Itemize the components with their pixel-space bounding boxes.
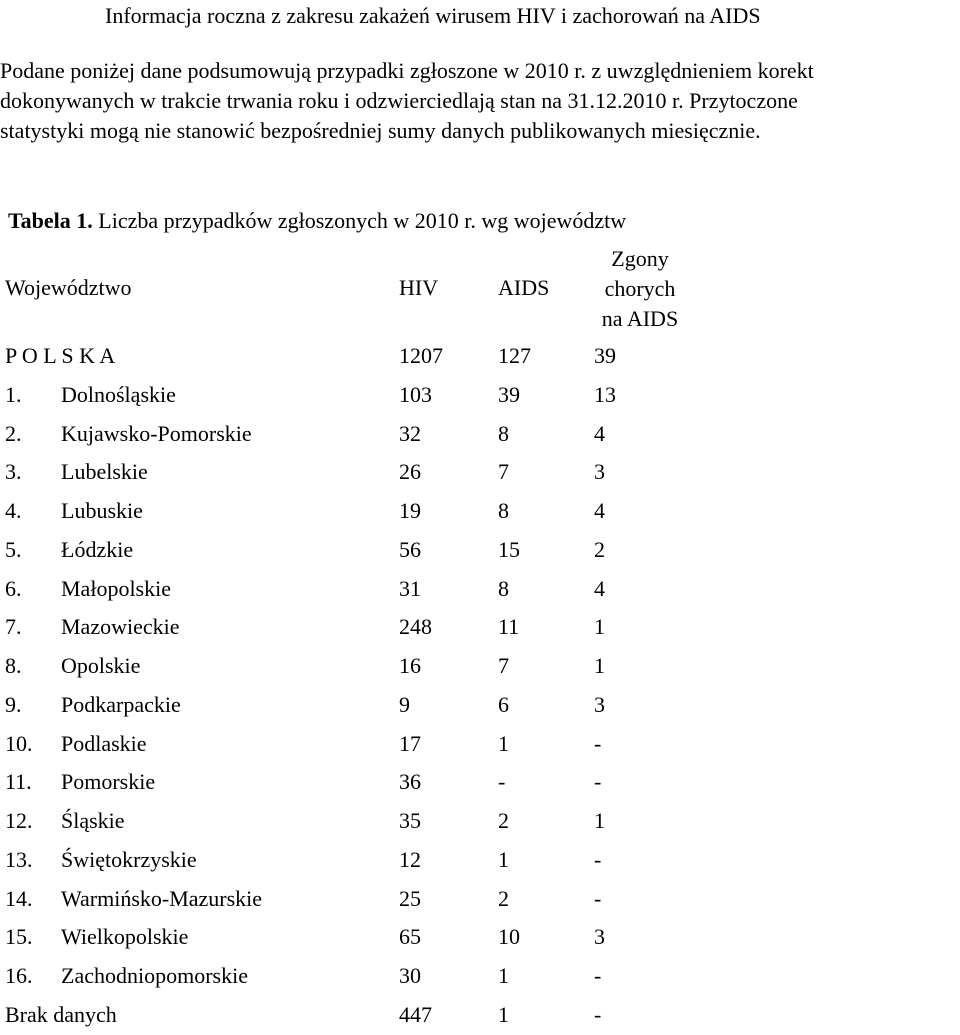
- column-header-hiv: HIV: [399, 275, 439, 300]
- deaths-count: 1: [594, 808, 605, 833]
- hiv-count: 32: [399, 420, 421, 446]
- table-caption-label: Tabela 1.: [8, 208, 93, 233]
- hiv-count: 1207: [399, 343, 443, 368]
- table-row: [0, 763, 960, 802]
- hiv-count: 12: [399, 846, 421, 872]
- deaths-count: -: [594, 846, 602, 872]
- hiv-count: 26: [399, 459, 421, 485]
- region-name: Łódzkie: [61, 536, 134, 562]
- region-name: Pomorskie: [61, 769, 156, 795]
- region-name: Lubuskie: [61, 498, 143, 523]
- deaths-count: -: [594, 730, 602, 756]
- table-row: [0, 376, 960, 415]
- hiv-count: 17: [399, 730, 421, 756]
- hiv-count: 9: [399, 691, 410, 717]
- row-number: 4.: [5, 498, 22, 523]
- region-name: Opolskie: [61, 653, 141, 678]
- region-name: Podkarpackie: [61, 691, 181, 717]
- deaths-count: 3: [594, 924, 605, 950]
- hiv-count: 35: [399, 808, 421, 833]
- column-header-region: Województwo: [5, 275, 132, 300]
- row-number: 13.: [5, 846, 33, 872]
- intro-paragraph: [0, 56, 960, 146]
- region-name: Kujawsko-Pomorskie: [61, 420, 252, 446]
- region-name: Dolnośląskie: [61, 381, 176, 407]
- deaths-count: 3: [594, 459, 605, 485]
- hiv-count: 103: [399, 381, 432, 407]
- table-caption: [8, 204, 626, 238]
- region-name: Zachodniopomorskie: [61, 963, 248, 988]
- hiv-count: 248: [399, 614, 432, 640]
- hiv-count: 65: [399, 924, 421, 950]
- aids-count: 39: [498, 381, 520, 407]
- intro-line: statystyki mogą nie stanowić bezpośredniej sumy danych publikowanych miesięcznie.: [0, 118, 761, 143]
- deaths-count: -: [594, 963, 602, 988]
- table-row: [0, 453, 960, 492]
- deaths-count: -: [594, 885, 602, 911]
- table-row: [0, 608, 960, 647]
- row-number: 15.: [5, 924, 33, 950]
- row-number: 10.: [5, 730, 33, 756]
- column-header-aids: AIDS: [498, 275, 550, 300]
- region-name: Śląskie: [61, 808, 125, 833]
- column-header-deaths: [590, 244, 690, 334]
- deaths-count: 1: [594, 653, 605, 678]
- column-header-deaths-line: chorych: [604, 276, 676, 301]
- aids-count: 2: [498, 885, 509, 911]
- aids-count: 11: [498, 614, 520, 640]
- hiv-count: 31: [399, 575, 421, 601]
- deaths-count: -: [594, 1001, 602, 1027]
- row-number: 9.: [5, 691, 22, 717]
- region-name: Podlaskie: [61, 730, 147, 756]
- deaths-count: -: [594, 769, 602, 795]
- aids-count: 1: [498, 963, 509, 988]
- region-name: Świętokrzyskie: [61, 846, 197, 872]
- table-row: [0, 802, 960, 841]
- column-header-deaths-line: na AIDS: [601, 306, 679, 331]
- aids-count: 8: [498, 498, 509, 523]
- aids-count: 8: [498, 420, 509, 446]
- table-row: [0, 880, 960, 919]
- row-number: 12.: [5, 808, 33, 833]
- row-number: 6.: [5, 575, 22, 601]
- aids-count: 6: [498, 691, 509, 717]
- deaths-count: 2: [594, 536, 605, 562]
- deaths-count: 4: [594, 498, 605, 523]
- hiv-count: 16: [399, 653, 421, 678]
- deaths-count: 39: [594, 343, 616, 368]
- table-row: [0, 841, 960, 880]
- table-row: [0, 492, 960, 531]
- aids-count: 2: [498, 808, 509, 833]
- aids-count: 1: [498, 730, 509, 756]
- deaths-count: 13: [594, 381, 616, 407]
- aids-count: 10: [498, 924, 520, 950]
- hiv-count: 19: [399, 498, 421, 523]
- table-row: [0, 686, 960, 725]
- aids-count: 127: [498, 343, 531, 368]
- column-header-deaths-line: Zgony: [611, 246, 669, 271]
- row-number: 11.: [5, 769, 32, 795]
- hiv-count: 25: [399, 885, 421, 911]
- table-row: [0, 957, 960, 996]
- region-name: Lubelskie: [61, 459, 148, 485]
- row-number: 5.: [5, 536, 22, 562]
- region-name: Mazowieckie: [61, 614, 180, 640]
- aids-count: 7: [498, 459, 509, 485]
- table-row: [0, 570, 960, 609]
- region-name: Brak danych: [5, 1001, 117, 1027]
- table-caption-text: Liczba przypadków zgłoszonych w 2010 r. wg województw: [92, 208, 627, 233]
- hiv-count: 30: [399, 963, 421, 988]
- table-row: [0, 725, 960, 764]
- deaths-count: 3: [594, 691, 605, 717]
- table-row: [0, 415, 960, 454]
- intro-line: Podane poniżej dane podsumowują przypadki zgłoszone w 2010 r. z uwzględnieniem korekt: [0, 58, 814, 83]
- intro-line: dokonywanych w trakcie trwania roku i odzwierciedlają stan na 31.12.2010 r. Przytoczone: [0, 88, 798, 113]
- deaths-count: 4: [594, 420, 605, 446]
- table-row: [0, 337, 960, 376]
- aids-count: -: [498, 769, 506, 795]
- row-number: 2.: [5, 420, 22, 446]
- deaths-count: 4: [594, 575, 605, 601]
- document-heading: Informacja roczna z zakresu zakażeń wirusem HIV i zachorowań na AIDS: [105, 3, 761, 28]
- aids-count: 1: [498, 846, 509, 872]
- deaths-count: 1: [594, 614, 605, 640]
- region-name: Małopolskie: [61, 575, 171, 601]
- table-row: [0, 918, 960, 957]
- row-number: 3.: [5, 459, 22, 485]
- row-number: 16.: [5, 963, 33, 988]
- hiv-count: 447: [399, 1001, 432, 1027]
- region-name: P O L S K A: [5, 343, 116, 368]
- table-row: [0, 647, 960, 686]
- hiv-count: 36: [399, 769, 421, 795]
- region-name: Warmińsko-Mazurskie: [61, 885, 263, 911]
- row-number: 7.: [5, 614, 22, 640]
- row-number: 8.: [5, 653, 22, 678]
- aids-count: 1: [498, 1001, 509, 1027]
- hiv-count: 56: [399, 536, 421, 562]
- aids-count: 8: [498, 575, 509, 601]
- row-number: 14.: [5, 885, 33, 911]
- aids-count: 15: [498, 536, 520, 562]
- aids-count: 7: [498, 653, 509, 678]
- row-number: 1.: [5, 381, 22, 407]
- region-name: Wielkopolskie: [61, 924, 189, 950]
- table-row: [0, 531, 960, 570]
